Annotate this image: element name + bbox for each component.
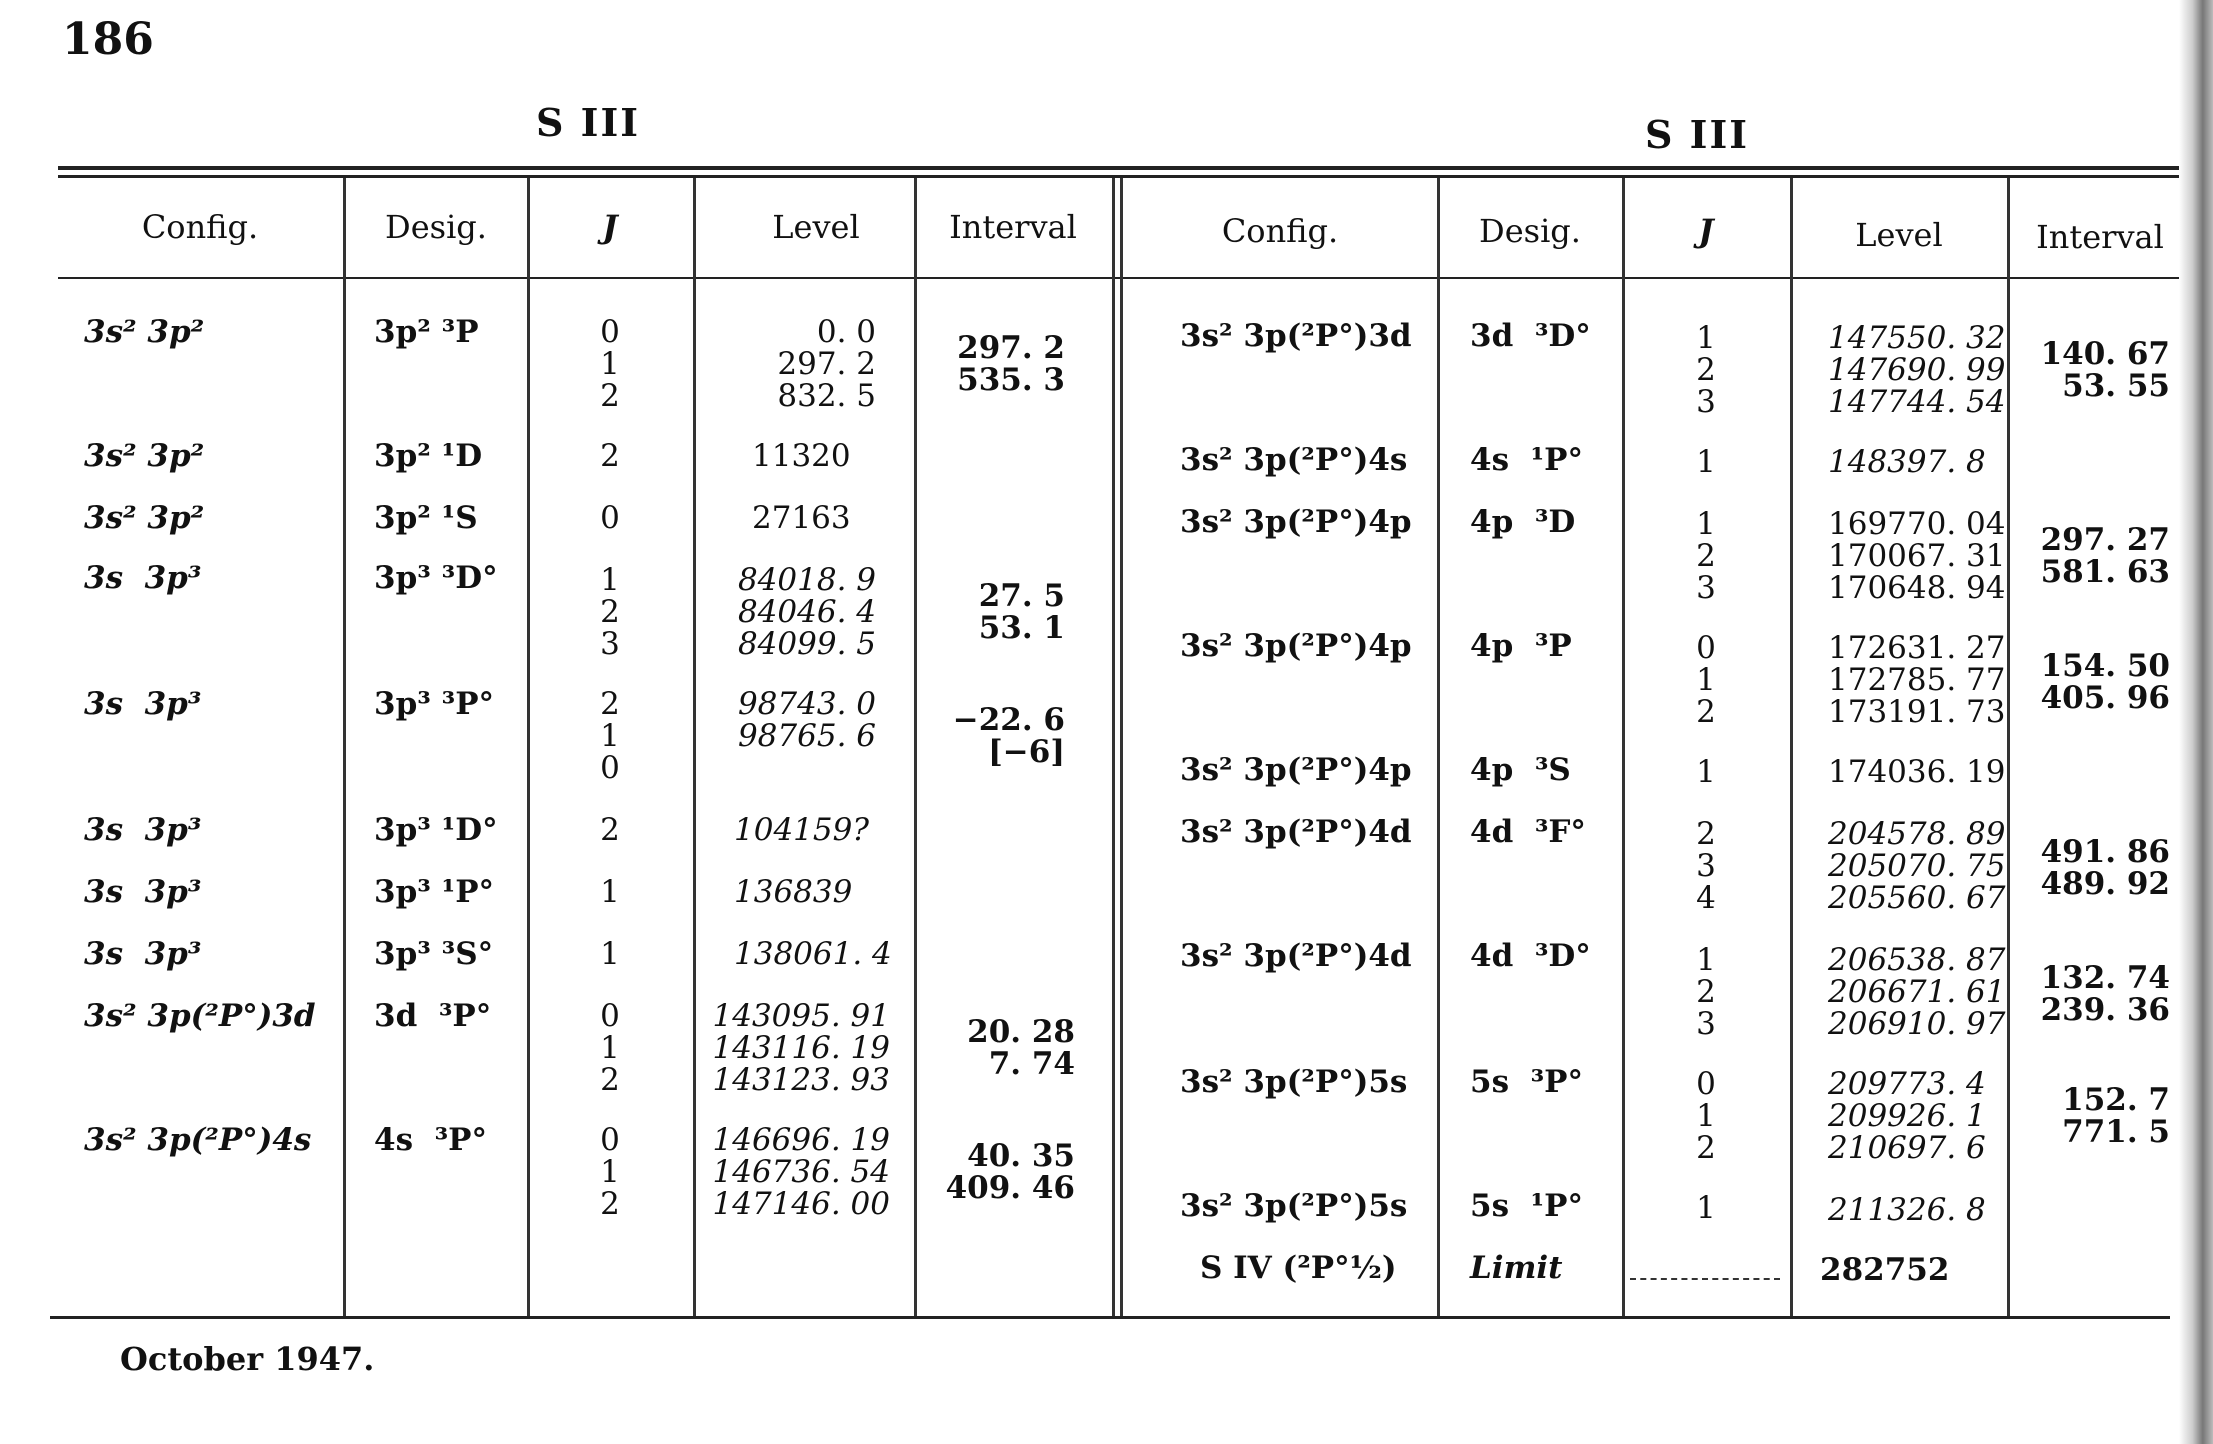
config-cell: 3s² 3p(²P°)5s [1180,1064,1408,1100]
config-cell: 3s 3p³ [84,874,202,910]
interval-cell: −22. 6 [−6] [952,702,1065,770]
level-cell: 27163 [752,500,851,536]
top-rule [58,166,2188,170]
config-cell: 3s² 3p² [84,500,205,536]
header-level: Level [1855,216,1943,254]
config-cell: 3s² 3p(²P°)3d [84,998,316,1034]
j-cell: 1 [600,936,620,972]
top-rule-inner [58,175,2188,178]
j-cell: 1 2 3 [1696,942,1716,1042]
level-cell: 11320 [752,438,851,474]
interval-cell: 140. 67 53. 55 [2040,336,2170,404]
j-cell: 2 [600,438,620,474]
column-divider [914,178,917,1316]
page-number: 186 [62,14,154,65]
level-cell: 206538. 87 206671. 61 206910. 97 [1828,942,2006,1042]
header-interval: Interval [2036,218,2164,256]
j-cell: 1 [1696,754,1716,790]
column-divider [527,178,530,1316]
column-divider [1622,178,1625,1316]
level-cell: 147550. 32 147690. 99 147744. 54 [1828,320,2006,420]
config-cell: 3s² 3p(²P°)4p [1180,504,1412,540]
level-cell: 148397. 8 [1828,444,1986,480]
interval-cell: 491. 86 489. 92 [2040,834,2170,902]
level-cell: 211326. 8 [1828,1192,1986,1228]
config-cell: S IV (²P°½) [1200,1250,1397,1286]
interval-cell: 20. 28 7. 74 [967,1014,1075,1082]
desig-cell: 4p ³P [1470,628,1572,664]
config-cell: 3s² 3p(²P°)4s [84,1122,312,1158]
desig-cell: 3p³ ¹P° [374,874,495,910]
j-cell: 2 3 4 [1696,816,1716,916]
interval-cell: 154. 50 405. 96 [2040,648,2170,716]
level-cell: 204578. 89 205070. 75 205560. 67 [1828,816,2006,916]
level-cell: 209773. 4 209926. 1 210697. 6 [1828,1066,1986,1166]
header-interval: Interval [949,208,1077,246]
config-cell: 3s² 3p(²P°)4p [1180,752,1412,788]
level-cell: 174036. 19 [1828,754,2006,790]
level-cell: 84018. 9 84046. 4 84099. 5 [737,562,876,662]
desig-cell: 4s ¹P° [1470,442,1583,478]
interval-cell: 152. 7 771. 5 [2062,1082,2170,1150]
config-cell: 3s 3p³ [84,560,202,596]
desig-cell: 3p³ ³P° [374,686,495,722]
header-j: J [602,208,618,246]
level-cell: 136839 [734,874,853,910]
table-title-left: S III [536,100,640,145]
table-title-right: S III [1645,112,1749,157]
desig-cell: 4s ³P° [374,1122,487,1158]
j-cell: 0 1 2 [1696,630,1716,730]
config-cell: 3s² 3p(²P°)3d [1180,318,1412,354]
j-cell: 1 [1696,1190,1716,1226]
config-cell: 3s² 3p(²P°)4d [1180,938,1412,974]
interval-cell: 132. 74 239. 36 [2040,960,2170,1028]
config-cell: 3s² 3p(²P°)4s [1180,442,1408,478]
level-cell: 98743. 0 98765. 6 [737,686,876,754]
j-cell: 0 1 2 [600,314,620,414]
level-cell: 172631. 27 172785. 77 173191. 73 [1828,630,2006,730]
desig-cell: 3d ³P° [374,998,492,1034]
column-divider [1437,178,1440,1316]
desig-cell: 5s ¹P° [1470,1188,1583,1224]
config-cell: 3s² 3p(²P°)4d [1180,814,1412,850]
j-placeholder-dashes [1630,1278,1780,1280]
column-divider [1790,178,1793,1316]
desig-cell: 4p ³D [1470,504,1576,540]
j-cell: 0 1 2 [1696,1066,1716,1166]
config-cell: 3s² 3p² [84,438,205,474]
footer-date: October 1947. [120,1340,375,1378]
header-desig: Desig. [385,208,487,246]
desig-cell: 3p² ¹S [374,500,478,536]
column-divider [343,178,346,1316]
j-cell: 1 2 3 [1696,320,1716,420]
table-separator [1112,178,1115,1316]
desig-cell: 3p³ ³S° [374,936,494,972]
level-cell: 0. 0 297. 2 832. 5 [777,314,876,414]
j-cell: 1 [1696,444,1716,480]
desig-cell: Limit [1470,1250,1563,1286]
desig-cell: 4d ³D° [1470,938,1591,974]
header-rule [58,277,2188,279]
column-divider [2007,178,2010,1316]
interval-cell: 297. 27 581. 63 [2040,522,2170,590]
desig-cell: 5s ³P° [1470,1064,1583,1100]
level-cell: 138061. 4 [734,936,892,972]
config-cell: 3s 3p³ [84,812,202,848]
config-cell: 3s² 3p(²P°)4p [1180,628,1412,664]
j-cell: 0 1 2 [600,998,620,1098]
config-cell: 3s² 3p² [84,314,205,350]
j-cell: 1 2 3 [1696,506,1716,606]
desig-cell: 3p² ³P [374,314,479,350]
j-cell: 2 [600,812,620,848]
interval-cell: 297. 2 535. 3 [957,330,1065,398]
bottom-rule [50,1316,2170,1319]
level-cell: 146696. 19 146736. 54 147146. 00 [712,1122,890,1222]
j-cell: 0 1 2 [600,1122,620,1222]
j-cell: 1 2 3 [600,562,620,662]
desig-cell: 3p² ¹D [374,438,483,474]
j-cell: 2 1 0 [600,686,620,786]
header-level: Level [772,208,860,246]
level-cell: 169770. 04 170067. 31 170648. 94 [1828,506,2006,606]
column-divider [693,178,696,1316]
level-cell: 143095. 91 143116. 19 143123. 93 [712,998,890,1098]
j-cell: 0 [600,500,620,536]
level-cell: 104159? [734,812,869,848]
page-edge-shadow [2179,0,2213,1444]
config-cell: 3s 3p³ [84,936,202,972]
desig-cell: 4p ³S [1470,752,1571,788]
header-desig: Desig. [1479,212,1581,250]
desig-cell: 4d ³F° [1470,814,1586,850]
header-config: Config. [141,208,259,246]
j-cell: 1 [600,874,620,910]
table-separator [1120,178,1123,1316]
desig-cell: 3d ³D° [1470,318,1591,354]
desig-cell: 3p³ ³D° [374,560,498,596]
interval-cell: 27. 5 53. 1 [978,578,1065,646]
interval-cell: 40. 35 409. 46 [945,1138,1075,1206]
config-cell: 3s 3p³ [84,686,202,722]
header-config: Config. [1221,212,1339,250]
header-j: J [1698,212,1714,250]
desig-cell: 3p³ ¹D° [374,812,498,848]
config-cell: 3s² 3p(²P°)5s [1180,1188,1408,1224]
level-cell: 282752 [1820,1252,1950,1288]
